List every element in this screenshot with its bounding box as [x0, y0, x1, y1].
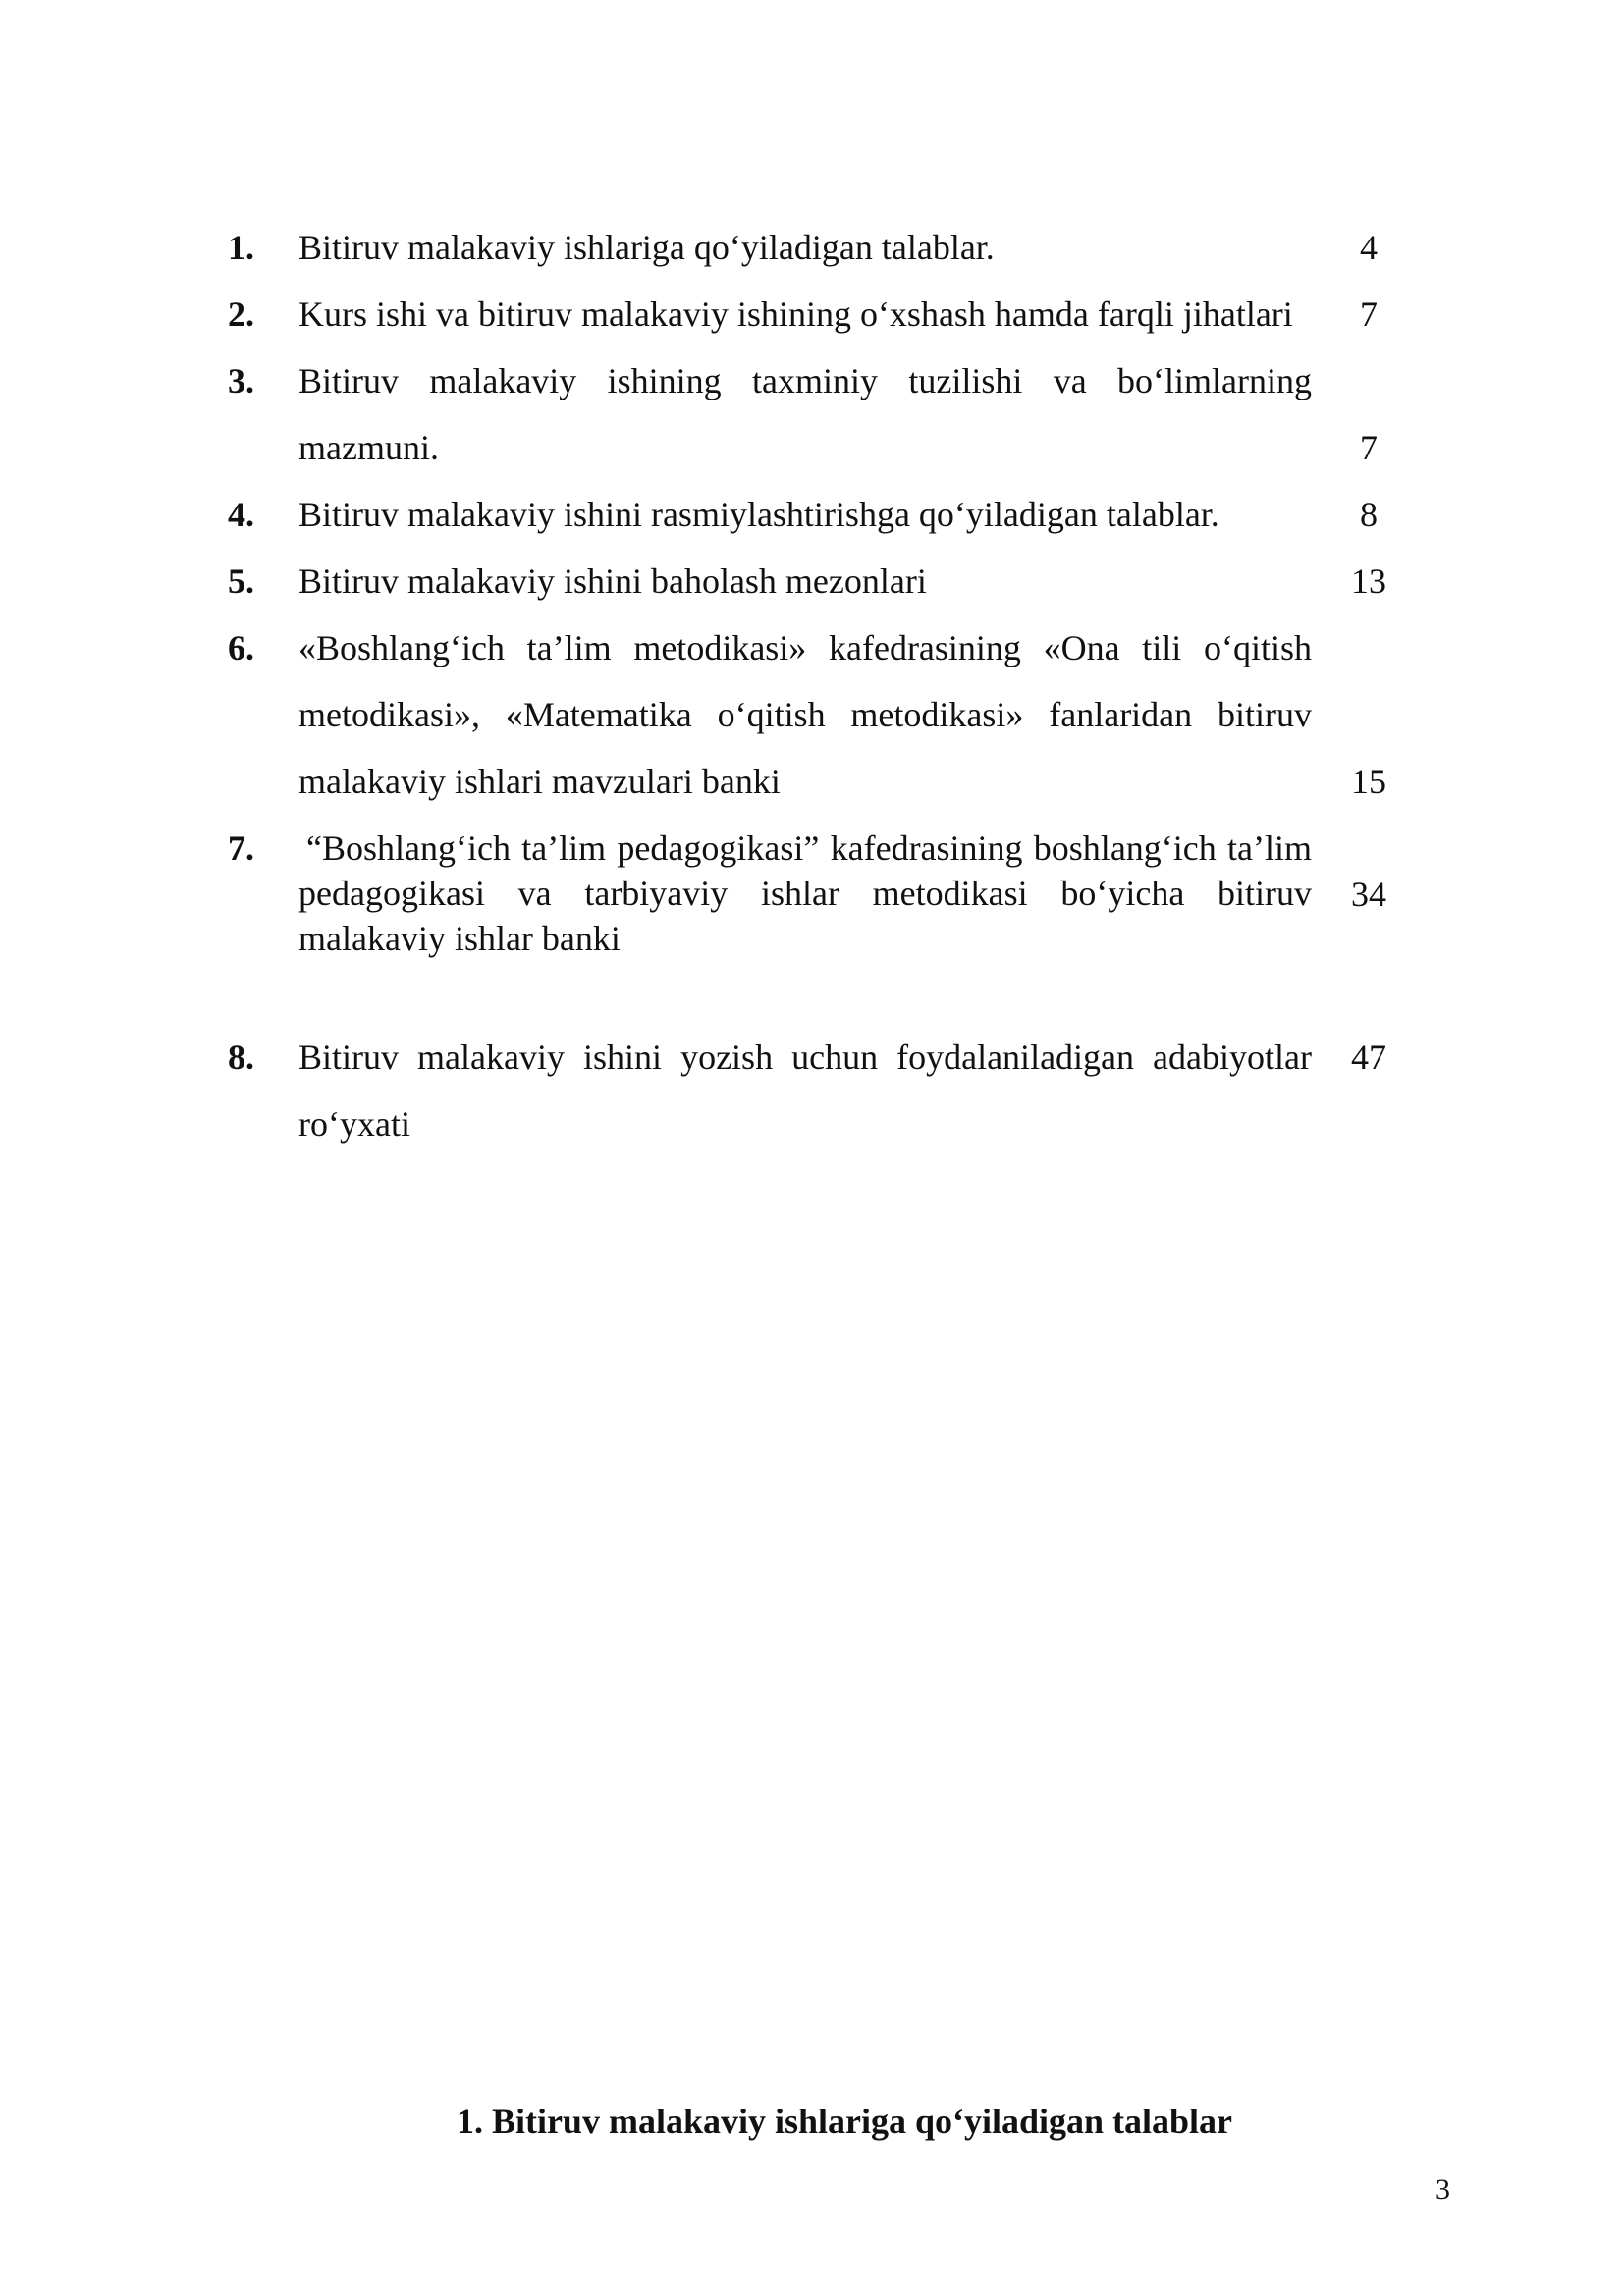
toc-spacer — [228, 961, 1426, 1024]
toc-entry-page: 8 — [1360, 495, 1378, 534]
toc-entry-number: 6. — [228, 628, 254, 667]
toc-entry-title: Bitiruv malakaviy ishini rasmiylashtirishga qo‘yiladigan talablar. — [298, 495, 1219, 534]
toc-entry-2 — [228, 281, 1426, 347]
toc-entry-number: 4. — [228, 495, 254, 534]
toc-entry-page: 4 — [1360, 228, 1378, 267]
toc-entry-5 — [228, 548, 1426, 614]
toc-entry-title: Bitiruv malakaviy ishlariga qo‘yiladigan talablar. — [298, 228, 995, 267]
toc-entry-3 — [228, 347, 1426, 481]
toc-entry-number: 2. — [228, 294, 254, 334]
page-number: 3 — [1435, 2173, 1450, 2206]
section-heading: 1. Bitiruv malakaviy ishlariga qo‘yiladigan talablar — [456, 2102, 1233, 2141]
table-of-contents — [228, 214, 1426, 1157]
toc-entry-title: «Boshlang‘ich ta’lim metodikasi» kafedrasining «Ona tili o‘qitish metodikasi», «Matematika o‘qitish metodikasi» fanlaridan bitiruv malakaviy ishlari mavzulari banki — [298, 628, 1312, 801]
toc-entry-page: 47 — [1351, 1038, 1386, 1077]
toc-entry-page: 13 — [1351, 561, 1386, 601]
toc-entry-title: Kurs ishi va bitiruv malakaviy ishining o‘xshash hamda farqli jihatlari — [298, 294, 1293, 334]
toc-entry-title: Bitiruv malakaviy ishini baholash mezonlari — [298, 561, 927, 601]
toc-entry-6 — [228, 614, 1426, 815]
toc-entry-number: 1. — [228, 228, 254, 267]
toc-entry-number: 5. — [228, 561, 254, 601]
toc-entry-number: 8. — [228, 1038, 254, 1077]
toc-entry-8 — [228, 1024, 1426, 1157]
toc-entry-page: 34 — [1351, 874, 1386, 914]
toc-entry-4 — [228, 481, 1426, 548]
toc-entry-page: 15 — [1351, 762, 1386, 801]
toc-entry-7 — [228, 815, 1426, 961]
toc-entry-title: “Boshlang‘ich ta’lim pedagogikasi” kafedrasining boshlang‘ich ta’lim pedagogikasi va tarbiyaviy ishlar metodikasi bo‘yicha bitiruv malakaviy ishlar banki — [298, 828, 1312, 958]
toc-entry-title: Bitiruv malakaviy ishining taxminiy tuzilishi va bo‘limlarning mazmuni. — [298, 361, 1312, 467]
toc-entry-number: 7. — [228, 828, 254, 868]
toc-entry-title: Bitiruv malakaviy ishini yozish uchun foydalaniladigan adabiyotlar ro‘yxati — [298, 1038, 1312, 1144]
toc-entry-page: 7 — [1360, 428, 1378, 467]
toc-entry-1 — [228, 214, 1426, 281]
toc-entry-number: 3. — [228, 361, 254, 400]
toc-entry-page: 7 — [1360, 294, 1378, 334]
